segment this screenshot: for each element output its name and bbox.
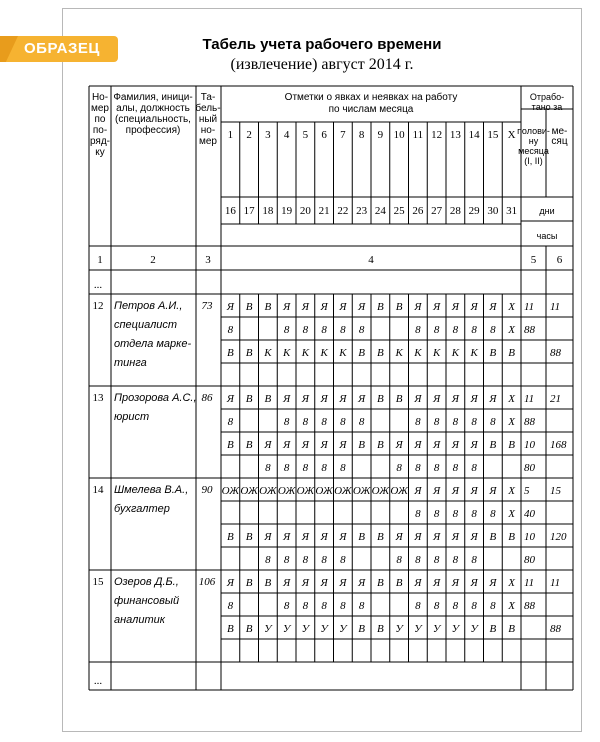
day-mark: ОЖ [352,485,371,497]
worked-month: 88 [550,623,561,635]
day-mark: К [339,347,347,359]
worked-half: 11 [524,577,535,589]
day-number: 10 [393,129,405,141]
day-mark: К [301,347,310,359]
day-number: 12 [431,129,443,141]
day-mark: У [470,623,478,635]
day-mark: Я [301,393,309,405]
day-mark: Я [433,577,441,589]
day-mark: 8 [415,416,421,428]
day-mark: В [377,623,384,635]
day-mark: 8 [340,416,346,428]
day-mark: ОЖ [371,485,390,497]
day-mark: В [245,439,253,451]
day-mark: 8 [358,416,365,428]
day-mark: В [395,393,403,405]
day-number: 9 [377,129,384,141]
day-mark: 8 [321,600,327,612]
day-number: 25 [393,205,405,217]
day-mark: X [508,324,515,336]
day-mark: ОЖ [259,485,277,497]
worked-month: 15 [550,485,561,497]
employee-name: специалист [114,319,178,331]
worked-half: 11 [524,301,535,313]
day-mark: 8 [396,554,402,566]
day-mark: Я [339,531,347,543]
day-mark: Я [320,439,328,451]
day-mark: Я [301,577,309,589]
day-mark: 8 [471,554,477,566]
day-mark: 8 [340,554,346,566]
header-col-tab: мер [199,136,217,147]
day-mark: 8 [302,600,309,612]
day-mark: 8 [490,324,496,336]
day-mark: Я [414,577,422,589]
document-title: Табель учета рабочего времени [202,36,442,53]
worked-half: 11 [524,393,535,405]
day-number: X [507,129,516,141]
day-mark: ОЖ [240,485,258,497]
day-mark: Я [414,531,422,543]
day-mark: В [264,577,272,589]
header-col-name: профессия) [125,125,181,136]
day-mark: 8 [302,554,309,566]
day-mark: ОЖ [277,485,296,497]
ellipsis: ... [93,279,103,291]
day-mark: ОЖ [221,485,240,497]
day-mark: В [227,623,234,635]
day-mark: К [395,347,403,359]
day-mark: В [489,347,497,359]
day-mark: ОЖ [334,485,352,497]
day-mark: Я [470,531,478,543]
day-mark: В [245,347,253,359]
day-mark: Я [433,485,441,497]
day-mark: К [451,347,460,359]
day-number: 3 [265,129,271,141]
day-mark: 8 [283,600,290,612]
day-mark: Я [358,577,366,589]
day-number: 4 [283,129,290,141]
header-marks: по числам месяца [328,104,414,115]
ellipsis: ... [93,675,103,687]
employee-name: отдела марке- [114,338,192,350]
day-mark: Я [301,301,309,313]
day-mark: Я [414,439,422,451]
day-mark: 8 [358,600,365,612]
day-mark: Я [301,531,309,543]
day-mark: ОЖ [296,485,315,497]
day-mark: Я [451,577,459,589]
day-mark: 8 [265,554,271,566]
header-col-number: Но- [91,92,109,103]
day-mark: В [377,577,384,589]
column-index: 2 [150,254,156,266]
header-half-month: ну [528,136,539,146]
header-col-name: (специальность, [115,114,191,125]
day-mark: 8 [490,508,496,520]
day-number: 15 [487,129,499,141]
day-mark: 8 [471,600,477,612]
day-mark: В [508,623,515,635]
worked-half: 5 [524,485,530,497]
day-mark: У [414,623,422,635]
header-col-name: Фамилия, иници- [113,92,193,103]
day-mark: В [377,301,384,313]
day-mark: 8 [302,462,309,474]
day-number: 29 [468,205,480,217]
day-mark: Я [470,577,478,589]
day-mark: В [358,531,365,543]
worked-half: 10 [524,439,535,451]
day-mark: X [508,485,515,497]
day-mark: Я [395,439,403,451]
day-number: 31 [506,205,518,217]
day-mark: 8 [358,324,365,336]
day-number: 18 [262,205,274,217]
header-col-tab: Та- [200,92,216,103]
day-mark: Я [451,531,459,543]
header-col-number: мер [91,103,109,114]
day-mark: 8 [471,324,477,336]
sample-badge-label: ОБРАЗЕЦ [24,40,100,57]
day-mark: Я [320,393,328,405]
day-number: 26 [412,205,424,217]
day-mark: В [395,301,403,313]
header-worked: тано за [531,102,563,112]
worked-half: 10 [524,531,535,543]
day-mark: X [508,600,515,612]
column-index: 4 [368,254,374,266]
header-col-number: по [94,114,106,125]
day-mark: 8 [415,462,421,474]
day-mark: X [508,416,515,428]
day-mark: X [508,508,515,520]
worked-month: 11 [550,577,561,589]
day-number: 19 [281,205,293,217]
day-mark: 8 [452,508,459,520]
day-mark: 8 [490,600,496,612]
employee-name: финансовый [114,595,180,607]
header-days: дни [539,206,555,216]
day-mark: У [282,623,291,635]
day-mark: ОЖ [315,485,333,497]
day-mark: Я [301,439,309,451]
worked-half: 40 [524,508,535,520]
day-mark: В [245,577,253,589]
day-mark: 8 [471,462,477,474]
employee-name: Прозорова А.С., [114,392,197,404]
day-mark: 8 [415,508,421,520]
day-mark: В [227,531,234,543]
day-mark: У [264,623,272,635]
day-mark: Я [470,393,478,405]
day-mark: 8 [471,416,477,428]
day-number: 28 [449,205,461,217]
worked-half: 88 [524,324,535,336]
day-mark: В [358,439,365,451]
day-mark: Я [320,577,328,589]
day-mark: Я [489,577,497,589]
day-mark: К [470,347,478,359]
day-mark: Я [264,439,272,451]
day-mark: Я [470,485,478,497]
header-col-name: алы, должность [116,103,190,114]
day-mark: У [432,623,441,635]
day-mark: 8 [452,462,459,474]
day-mark: Я [283,577,291,589]
day-mark: Я [414,301,422,313]
day-mark: К [432,347,441,359]
day-mark: У [451,623,460,635]
day-mark: В [245,393,253,405]
day-number: 6 [321,129,327,141]
day-number: 13 [449,129,461,141]
day-mark: Я [395,531,403,543]
header-half-month: месяца [518,146,549,156]
day-mark: В [245,623,253,635]
day-mark: X [508,393,515,405]
day-mark: В [227,347,234,359]
header-half-month: полови- [517,126,550,136]
day-mark: 8 [396,462,402,474]
header-marks: Отметки о явках и неявках на работу [284,92,458,103]
header-hours: часы [536,231,558,241]
employee-name: Шмелева В.А., [114,484,189,496]
day-mark: В [377,347,384,359]
header-month: ме- [551,126,568,137]
day-mark: 8 [433,416,440,428]
day-mark: Я [339,439,347,451]
day-mark: В [264,393,272,405]
header-half-month: (I, II) [524,156,543,166]
day-mark: ОЖ [390,485,408,497]
day-mark: 8 [321,462,327,474]
day-mark: Я [489,485,497,497]
day-mark: Я [226,577,234,589]
day-mark: Я [358,393,366,405]
day-mark: В [489,623,497,635]
day-mark: В [227,439,234,451]
day-mark: 8 [433,508,440,520]
day-number: 7 [340,129,346,141]
day-mark: В [508,531,515,543]
day-mark: К [264,347,272,359]
day-mark: 8 [283,462,290,474]
day-mark: Я [320,531,328,543]
employee-name: юрист [114,411,150,423]
day-mark: У [320,623,328,635]
header-col-tab: ный [198,114,218,125]
day-mark: В [264,301,272,313]
worked-month: 21 [550,393,561,405]
day-mark: 8 [452,324,459,336]
employee-number: 12 [92,300,104,312]
day-mark: 8 [433,324,440,336]
day-mark: 8 [340,324,346,336]
employee-name: Петров А.И., [114,300,183,312]
column-index: 5 [530,254,537,266]
employee-number: 15 [92,576,104,588]
day-number: 14 [468,129,480,141]
header-month: сяц [551,136,568,147]
day-mark: Я [283,439,291,451]
day-number: 24 [374,205,386,217]
day-mark: 8 [415,554,421,566]
employee-name: Озеров Д.Б., [114,576,179,588]
day-mark: В [358,623,365,635]
day-mark: 8 [283,554,290,566]
day-mark: 8 [302,324,309,336]
day-mark: Я [489,301,497,313]
day-mark: 8 [265,462,271,474]
day-mark: Я [283,393,291,405]
day-mark: 8 [340,462,346,474]
day-mark: 8 [452,416,459,428]
day-mark: 8 [227,600,234,612]
column-index: 6 [556,254,563,266]
day-mark: У [301,623,310,635]
day-number: 23 [356,205,368,217]
employee-tab-number: 106 [198,576,216,588]
worked-month: 88 [550,347,561,359]
day-mark: В [245,531,253,543]
worked-half: 80 [524,554,535,566]
day-mark: К [282,347,291,359]
day-number: 21 [318,205,330,217]
day-mark: Я [433,531,441,543]
day-mark: X [508,577,515,589]
day-mark: В [245,301,253,313]
day-mark: 8 [452,600,459,612]
worked-month: 168 [550,439,567,451]
day-mark: Я [226,301,234,313]
header-col-number: ряд- [89,136,111,147]
employee-number: 13 [92,392,104,404]
day-mark: X [508,301,515,313]
day-mark: Я [339,577,347,589]
day-number: 20 [299,205,311,217]
day-mark: Я [339,393,347,405]
day-mark: 8 [415,324,421,336]
day-mark: В [377,439,384,451]
employee-tab-number: 73 [201,300,213,312]
day-mark: 8 [433,462,440,474]
employee-name: аналитик [114,614,165,626]
day-mark: 8 [321,324,327,336]
day-mark: Я [433,301,441,313]
day-mark: 8 [302,416,309,428]
day-mark: В [508,439,515,451]
worked-month: 120 [550,531,567,543]
day-mark: 8 [433,600,440,612]
day-mark: Я [451,301,459,313]
day-number: 27 [431,205,443,217]
day-mark: К [320,347,328,359]
day-mark: 8 [283,416,290,428]
worked-half: 88 [524,600,535,612]
day-mark: 8 [452,554,459,566]
day-mark: Я [451,485,459,497]
employee-tab-number: 90 [201,484,213,496]
header-col-tab: бель- [195,103,221,114]
day-mark: В [377,393,384,405]
day-mark: Я [283,301,291,313]
day-mark: 8 [321,554,327,566]
day-mark: У [339,623,347,635]
worked-half: 88 [524,416,535,428]
day-number: 22 [337,205,349,217]
day-mark: В [489,439,497,451]
day-mark: Я [320,301,328,313]
day-mark: В [395,577,403,589]
day-number: 2 [246,129,252,141]
day-mark: Я [226,393,234,405]
day-mark: Я [264,531,272,543]
day-mark: 8 [433,554,440,566]
day-mark: Я [358,301,366,313]
day-mark: Я [283,531,291,543]
employee-tab-number: 86 [201,392,213,404]
day-mark: 8 [340,600,346,612]
header-col-number: ку [95,147,105,158]
day-number: 16 [224,205,236,217]
day-mark: 8 [490,416,496,428]
day-mark: Я [451,439,459,451]
worked-month: 11 [550,301,561,313]
day-mark: Я [414,485,422,497]
header-col-tab: но- [200,125,216,136]
day-mark: Я [433,439,441,451]
day-mark: 8 [321,416,327,428]
day-number: 5 [302,129,309,141]
day-number: 30 [487,205,499,217]
day-mark: Я [414,393,422,405]
day-number: 1 [227,129,234,141]
day-mark: 8 [471,508,477,520]
document-subtitle: (извлечение) август 2014 г. [230,56,414,73]
day-number: 11 [412,129,424,141]
column-index: 3 [205,254,211,266]
day-mark: В [377,531,384,543]
day-mark: Я [470,301,478,313]
day-number: 17 [243,205,255,217]
employee-name: бухгалтер [114,503,170,515]
employee-name: тинга [114,357,147,369]
day-mark: 8 [227,324,234,336]
day-mark: Я [470,439,478,451]
day-mark: К [414,347,422,359]
day-mark: В [508,347,515,359]
day-mark: Я [433,393,441,405]
day-mark: Я [489,393,497,405]
day-mark: Я [339,301,347,313]
day-number: 8 [358,129,365,141]
header-worked: Отрабо- [529,92,565,102]
day-mark: В [489,531,497,543]
worked-half: 80 [524,462,535,474]
day-mark: Я [451,393,459,405]
column-index: 1 [97,254,103,266]
header-col-number: по- [92,125,108,136]
day-mark: 8 [227,416,234,428]
day-mark: 8 [283,324,290,336]
day-mark: У [395,623,403,635]
day-mark: В [358,347,365,359]
employee-number: 14 [92,484,104,496]
day-mark: 8 [415,600,421,612]
